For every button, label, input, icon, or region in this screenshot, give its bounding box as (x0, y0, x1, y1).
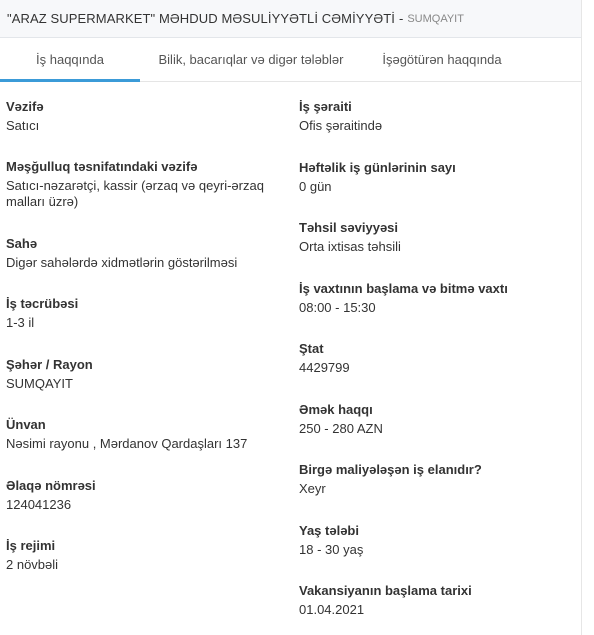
field-label: Əlaqə nömrəsi (6, 478, 96, 493)
field-value: Xeyr (299, 481, 326, 496)
field-salary (299, 401, 579, 437)
field-value: 0 gün (299, 179, 332, 194)
field-sector (6, 235, 291, 271)
field-value: 08:00 - 15:30 (299, 300, 376, 315)
field-value: 124041236 (6, 497, 72, 512)
field-value: SUMQAYIT (6, 376, 73, 391)
field-work-mode (6, 537, 291, 573)
field-position (6, 98, 291, 134)
field-start-date (299, 582, 579, 618)
field-value: 250 - 280 AZN (299, 421, 383, 436)
company-name[interactable]: "ARAZ SUPERMARKET" MƏHDUD MƏSULİYYƏTLİ CƏMİYYƏTİ (7, 11, 395, 26)
field-work-hours (299, 280, 579, 316)
field-cofinanced (299, 461, 579, 497)
field-value: Ofis şəraitində (299, 118, 383, 133)
field-age-requirement (299, 522, 579, 558)
field-label: Təhsil səviyyəsi (299, 220, 399, 235)
tab-employer-info[interactable] (362, 38, 522, 81)
field-value-line: malları üzrə) (6, 194, 79, 209)
field-label: Vakansiyanın başlama tarixi (299, 583, 472, 598)
vacancy-header (0, 0, 581, 38)
tab-label: Bilik, bacarıqlar və digər tələblər (158, 52, 344, 67)
field-value: 18 - 30 yaş (299, 542, 364, 557)
tab-skills-requirements[interactable] (140, 38, 362, 81)
tab-label: İş haqqında (36, 52, 104, 67)
field-value: Nəsimi rayonu , Mərdanov Qardaşları 137 (6, 436, 248, 451)
field-label: Sahə (6, 236, 38, 251)
field-label: Ştat (299, 341, 324, 356)
field-label: Yaş tələbi (299, 523, 359, 538)
field-label: Həftəlik iş günlərinin sayı (299, 160, 456, 175)
field-label: İş şəraiti (299, 99, 352, 114)
field-value-line: Satıcı-nəzarətçi, kassir (ərzaq və qeyri-ərzaq (6, 178, 264, 193)
field-value: 1-3 il (6, 315, 35, 330)
field-label: Əmək haqqı (299, 402, 373, 417)
field-staff (299, 340, 579, 376)
field-classification (6, 158, 291, 210)
field-label: Şəhər / Rayon (6, 357, 93, 372)
tab-bar (0, 38, 581, 82)
field-label: Birgə maliyələşən iş elanıdır? (299, 462, 482, 477)
field-label: İş təcrübəsi (6, 296, 79, 311)
field-city (6, 356, 291, 392)
field-value (6, 178, 291, 210)
field-label: Ünvan (6, 417, 46, 432)
field-label: Məşğulluq təsnifatındaki vəzifə (6, 159, 198, 174)
field-value: 2 növbəli (6, 557, 59, 572)
tab-label: İşəgötürən haqqında (382, 52, 502, 67)
field-work-conditions (299, 98, 579, 134)
field-value: 4429799 (299, 360, 350, 375)
company-city: SUMQAYIT (407, 12, 464, 25)
field-label: İş rejimi (6, 538, 56, 553)
field-address (6, 416, 291, 452)
field-weekly-workdays (299, 159, 579, 195)
field-value: 01.04.2021 (299, 602, 365, 617)
field-value: Satıcı (6, 118, 40, 133)
field-value: Digər sahələrdə xidmətlərin göstərilməsi (6, 255, 238, 270)
tab-job-info[interactable] (0, 38, 140, 81)
field-label: İş vaxtının başlama və bitmə vaxtı (299, 281, 508, 296)
field-value: Orta ixtisas təhsili (299, 239, 401, 254)
header-separator: - (398, 11, 404, 26)
field-education-level (299, 219, 579, 255)
field-contact-number (6, 477, 291, 513)
field-label: Vəzifə (6, 99, 44, 114)
field-experience (6, 295, 291, 331)
